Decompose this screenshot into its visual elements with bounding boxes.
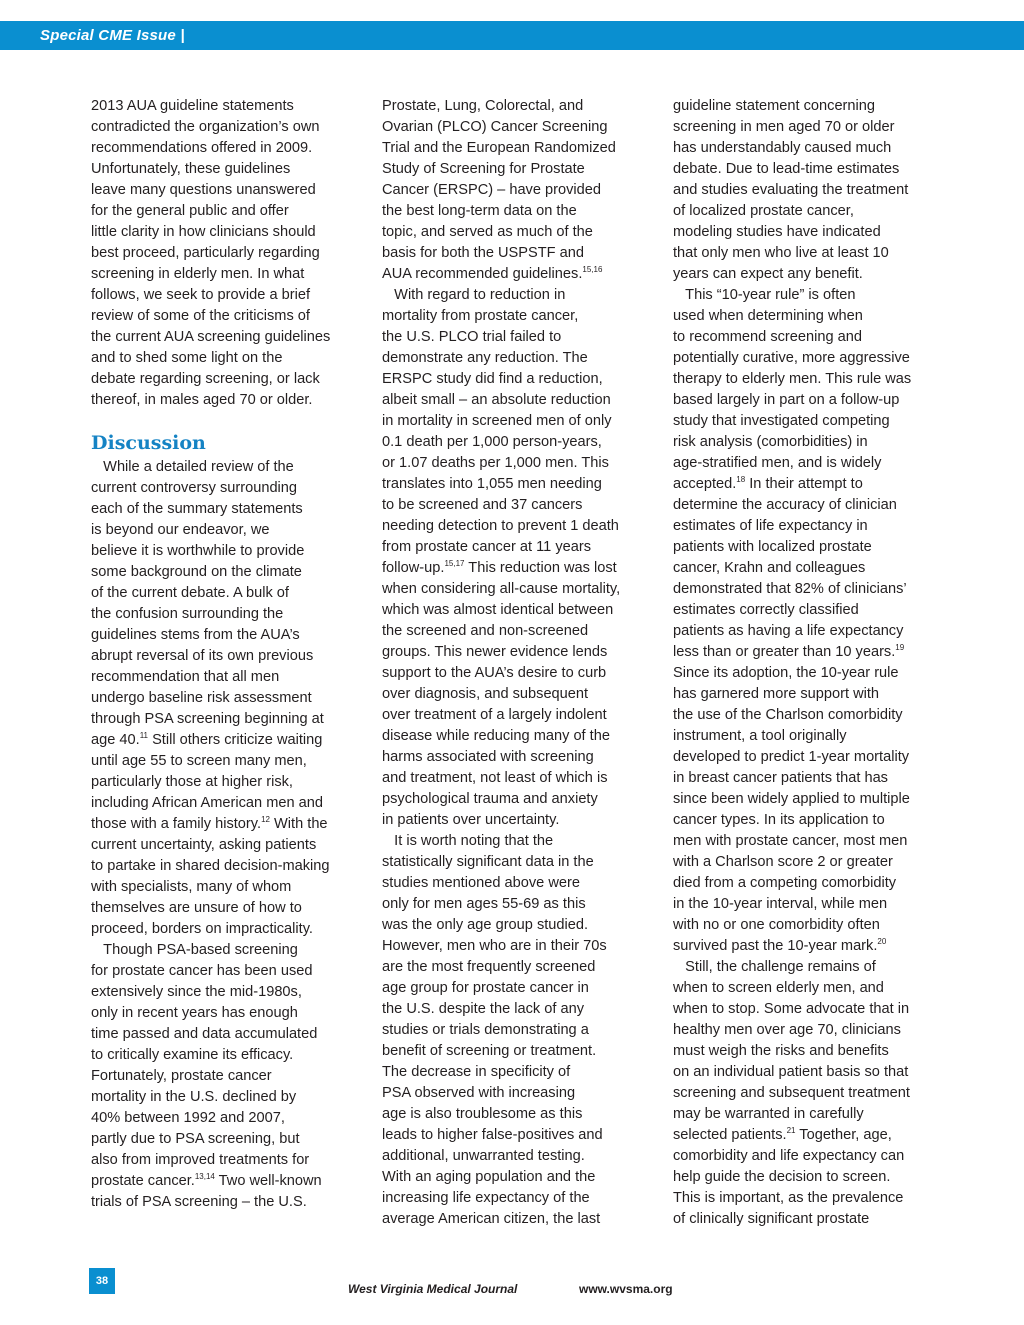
text-line: 40% between 1992 and 2007,	[91, 1110, 285, 1126]
text-line: of the current debate. A bulk of	[91, 585, 289, 601]
text-line: This “10-year rule” is often	[673, 287, 856, 303]
text-line: screening and subsequent treatment	[673, 1085, 910, 1101]
citation-superscript: 12	[261, 815, 270, 824]
text-line: including African American men and	[91, 795, 324, 811]
text-line: guidelines stems from the AUA’s	[91, 627, 300, 643]
text-line: developed to predict 1-year mortality	[673, 749, 910, 765]
text-line: cancer, Krahn and colleagues	[673, 560, 866, 576]
text-line: The decrease in specificity of	[382, 1064, 571, 1080]
text-line: undergo baseline risk assessment	[91, 690, 312, 706]
text-line: Study of Screening for Prostate	[382, 161, 585, 177]
text-line: mortality from prostate cancer,	[382, 308, 579, 324]
text-line: needing detection to prevent 1 death	[382, 518, 619, 534]
text-line: estimates correctly classified	[673, 602, 859, 618]
text-line: Trial and the European Randomized	[382, 140, 616, 156]
text-line: when considering all-cause mortality,	[382, 581, 621, 597]
text-line: Since its adoption, the 10-year rule	[673, 665, 899, 681]
column-1-intro	[91, 96, 363, 411]
text-line: AUA recommended guidelines.$^{15,16}$	[382, 265, 603, 282]
text-line: age group for prostate cancer in	[382, 980, 589, 996]
text-line: has garnered more support with	[673, 686, 880, 702]
text-line: proceed, borders on impracticality.	[91, 921, 313, 937]
column-3-text	[673, 96, 945, 1230]
text-line: Though PSA-based screening	[91, 942, 298, 958]
text-line: for the general public and offer	[91, 203, 289, 219]
footer-url[interactable]: www.wvsma.org	[579, 1282, 673, 1296]
text-line: current uncertainty, asking patients	[91, 837, 317, 853]
text-line: years can expect any benefit.	[673, 266, 863, 282]
text-line: and to shed some light on the	[91, 350, 283, 366]
text-line: instrument, a tool originally	[673, 728, 847, 744]
text-line: comorbidity and life expectancy can	[673, 1148, 905, 1164]
text-line: in mortality in screened men of only	[382, 413, 612, 429]
text-line: themselves are unsure of how to	[91, 900, 302, 916]
page-number: 38	[89, 1268, 115, 1294]
text-line: when to stop. Some advocate that in	[673, 1001, 910, 1017]
text-line: debate regarding screening, or lack	[91, 371, 320, 387]
citation-superscript: 18	[736, 475, 746, 484]
text-line: to partake in shared decision-making	[91, 858, 330, 874]
text-line: and treatment, not least of which is	[382, 770, 608, 786]
column-1	[91, 96, 363, 1213]
text-line: potentially curative, more aggressive	[673, 350, 910, 366]
text-line: demonstrate any reduction. The	[382, 350, 588, 366]
text-line: believe it is worthwhile to provide	[91, 543, 305, 559]
text-line: Prostate, Lung, Colorectal, and	[382, 98, 584, 114]
text-line: average American citizen, the last	[382, 1211, 601, 1227]
text-line: must weigh the risks and benefits	[673, 1043, 889, 1059]
citation-superscript: 20	[877, 937, 887, 946]
text-line: With an aging population and the	[382, 1169, 596, 1185]
citation-superscript: 21	[786, 1126, 796, 1135]
text-line: However, men who are in their 70s	[382, 938, 607, 954]
text-line: for prostate cancer has been used	[91, 963, 313, 979]
text-line: based largely in part on a follow-up	[673, 392, 900, 408]
text-line: review of some of the criticisms of	[91, 308, 310, 324]
text-line: patients with localized prostate	[673, 539, 872, 555]
text-line: each of the summary statements	[91, 501, 303, 517]
text-line: studies or trials demonstrating a	[382, 1022, 589, 1038]
text-line: ERSPC study did find a reduction,	[382, 371, 603, 387]
text-line: Ovarian (PLCO) Cancer Screening	[382, 119, 608, 135]
text-line: studies mentioned above were	[382, 875, 580, 891]
citation-superscript: 15,17	[444, 559, 465, 568]
text-line: on an individual patient basis so that	[673, 1064, 909, 1080]
text-line: determine the accuracy of clinician	[673, 497, 897, 513]
text-line: While a detailed review of the	[91, 459, 294, 475]
text-line: cancer types. In its application to	[673, 812, 885, 828]
text-line: translates into 1,055 men needing	[382, 476, 602, 492]
text-line: from prostate cancer at 11 years	[382, 539, 592, 555]
text-line: best proceed, particularly regarding	[91, 245, 320, 261]
text-line: with specialists, many of whom	[91, 879, 292, 895]
text-line: time passed and data accumulated	[91, 1026, 318, 1042]
text-line: partly due to PSA screening, but	[91, 1131, 300, 1147]
text-line: risk analysis (comorbidities) in	[673, 434, 868, 450]
text-line: additional, unwarranted testing.	[382, 1148, 585, 1164]
text-line: in patients over uncertainty.	[382, 812, 560, 828]
text-line: some background on the climate	[91, 564, 302, 580]
text-line: or 1.07 deaths per 1,000 men. This	[382, 455, 609, 471]
text-line: of clinically significant prostate	[673, 1211, 870, 1227]
text-line: used when determining when	[673, 308, 863, 324]
text-line: through PSA screening beginning at	[91, 711, 324, 727]
text-line: in breast cancer patients that has	[673, 770, 888, 786]
text-line: little clarity in how clinicians should	[91, 224, 316, 240]
text-line: which was almost identical between	[382, 602, 614, 618]
header-bar	[0, 21, 1024, 50]
text-line: men with prostate cancer, most men	[673, 833, 908, 849]
text-line: Fortunately, prostate cancer	[91, 1068, 272, 1084]
column-2-text	[382, 96, 654, 1230]
text-line: therapy to elderly men. This rule was	[673, 371, 912, 387]
text-line: survived past the 10-year mark.$^{20}$	[673, 937, 887, 954]
text-line: increasing life expectancy of the	[382, 1190, 590, 1206]
text-line: that only men who live at least 10	[673, 245, 889, 261]
text-line: mortality in the U.S. declined by	[91, 1089, 297, 1105]
text-line: statistically significant data in the	[382, 854, 594, 870]
text-line: those with a family history.$^{12}$ With the	[91, 815, 328, 832]
text-line: benefit of screening or treatment.	[382, 1043, 597, 1059]
text-line: when to screen elderly men, and	[673, 980, 884, 996]
text-line: with no or one comorbidity often	[673, 917, 880, 933]
text-line: with a Charlson score 2 or greater	[673, 854, 893, 870]
text-line: guideline statement concerning	[673, 98, 876, 114]
citation-superscript: 19	[895, 643, 905, 652]
column-3	[673, 96, 945, 1230]
text-line: modeling studies have indicated	[673, 224, 881, 240]
text-line: is beyond our endeavor, we	[91, 522, 270, 538]
text-line: the screened and non-screened	[382, 623, 589, 639]
column-1-discussion	[91, 457, 363, 1213]
text-line: the use of the Charlson comorbidity	[673, 707, 903, 723]
text-line: recommendations offered in 2009.	[91, 140, 313, 156]
citation-superscript: 13,14	[194, 1172, 215, 1181]
citation-superscript: 11	[139, 731, 149, 740]
text-line: follow-up.$^{15,17}$ This reduction was lost	[382, 559, 617, 576]
text-line: recommendation that all men	[91, 669, 280, 685]
text-line: over treatment of a largely indolent	[382, 707, 607, 723]
text-line: to be screened and 37 cancers	[382, 497, 583, 513]
text-line: age is also troublesome as this	[382, 1106, 583, 1122]
text-line: thereof, in males aged 70 or older.	[91, 392, 313, 408]
text-line: to recommend screening and	[673, 329, 863, 345]
text-line: the U.S. despite the lack of any	[382, 1001, 584, 1017]
text-line: support to the AUA’s desire to curb	[382, 665, 607, 681]
citation-superscript: 15,16	[582, 265, 603, 274]
text-line: Cancer (ERSPC) – have provided	[382, 182, 602, 198]
text-line: over diagnosis, and subsequent	[382, 686, 589, 702]
text-line: since been widely applied to multiple	[673, 791, 910, 807]
text-line: estimates of life expectancy in	[673, 518, 868, 534]
text-line: was the only age group studied.	[382, 917, 589, 933]
text-line: may be warranted in carefully	[673, 1106, 864, 1122]
text-line: of localized prostate cancer,	[673, 203, 854, 219]
text-line: extensively since the mid-1980s,	[91, 984, 302, 1000]
text-line: trials of PSA screening – the U.S.	[91, 1194, 307, 1210]
discussion-heading: Discussion	[91, 432, 206, 454]
text-line: help guide the decision to screen.	[673, 1169, 891, 1185]
text-line: disease while reducing many of the	[382, 728, 610, 744]
text-line: basis for both the USPSTF and	[382, 245, 584, 261]
text-line: until age 55 to screen many men,	[91, 753, 307, 769]
text-line: screening in men aged 70 or older	[673, 119, 895, 135]
text-line: only for men ages 55-69 as this	[382, 896, 586, 912]
text-line: particularly those at higher risk,	[91, 774, 293, 790]
text-line: age 40.11 Still others criticize waiting	[91, 731, 323, 748]
text-line: contradicted the organization’s own	[91, 119, 320, 135]
text-line: albeit small – an absolute reduction	[382, 392, 611, 408]
text-line: This is important, as the prevalence	[673, 1190, 904, 1206]
text-line: With regard to reduction in	[382, 287, 566, 303]
text-line: leads to higher false-positives and	[382, 1127, 603, 1143]
text-line: age-stratified men, and is widely	[673, 455, 882, 471]
text-line: less than or greater than 10 years.$^{19}$	[673, 643, 905, 660]
text-line: topic, and served as much of the	[382, 224, 593, 240]
text-line: PSA observed with increasing	[382, 1085, 576, 1101]
text-line: the confusion surrounding the	[91, 606, 284, 622]
text-line: patients as having a life expectancy	[673, 623, 904, 639]
text-line: groups. This newer evidence lends	[382, 644, 608, 660]
footer-journal-name: West Virginia Medical Journal	[348, 1282, 518, 1296]
text-line: selected patients.$^{21}$ Together, age,	[673, 1126, 892, 1143]
column-2	[382, 96, 654, 1230]
text-line: screening in elderly men. In what	[91, 266, 305, 282]
text-line: the current AUA screening guidelines	[91, 329, 331, 345]
text-line: healthy men over age 70, clinicians	[673, 1022, 901, 1038]
text-line: prostate cancer.$^{13,14}$ Two well-known	[91, 1172, 322, 1189]
section-title: Special CME Issue |	[40, 27, 185, 44]
text-line: study that investigated competing	[673, 413, 890, 429]
text-line: 2013 AUA guideline statements	[91, 98, 294, 114]
text-line: debate. Due to lead-time estimates	[673, 161, 900, 177]
text-line: and studies evaluating the treatment	[673, 182, 909, 198]
text-line: demonstrated that 82% of clinicians’	[673, 581, 907, 597]
text-line: Unfortunately, these guidelines	[91, 161, 291, 177]
text-line: abrupt reversal of its own previous	[91, 648, 314, 664]
text-line: 0.1 death per 1,000 person-years,	[382, 434, 602, 450]
text-line: accepted.$^{18}$ In their attempt to	[673, 475, 863, 492]
text-line: only in recent years has enough	[91, 1005, 298, 1021]
text-line: the U.S. PLCO trial failed to	[382, 329, 562, 345]
text-line: It is worth noting that the	[382, 833, 554, 849]
text-line: in the 10-year interval, while men	[673, 896, 888, 912]
text-line: died from a competing comorbidity	[673, 875, 897, 891]
text-line: psychological trauma and anxiety	[382, 791, 598, 807]
text-line: current controversy surrounding	[91, 480, 298, 496]
text-line: Still, the challenge remains of	[673, 959, 876, 975]
text-line: the best long-term data on the	[382, 203, 577, 219]
text-line: has understandably caused much	[673, 140, 892, 156]
text-line: harms associated with screening	[382, 749, 594, 765]
text-line: follows, we seek to provide a brief	[91, 287, 311, 303]
text-line: leave many questions unanswered	[91, 182, 316, 198]
text-line: to critically examine its efficacy.	[91, 1047, 294, 1063]
text-line: also from improved treatments for	[91, 1152, 310, 1168]
text-line: are the most frequently screened	[382, 959, 596, 975]
